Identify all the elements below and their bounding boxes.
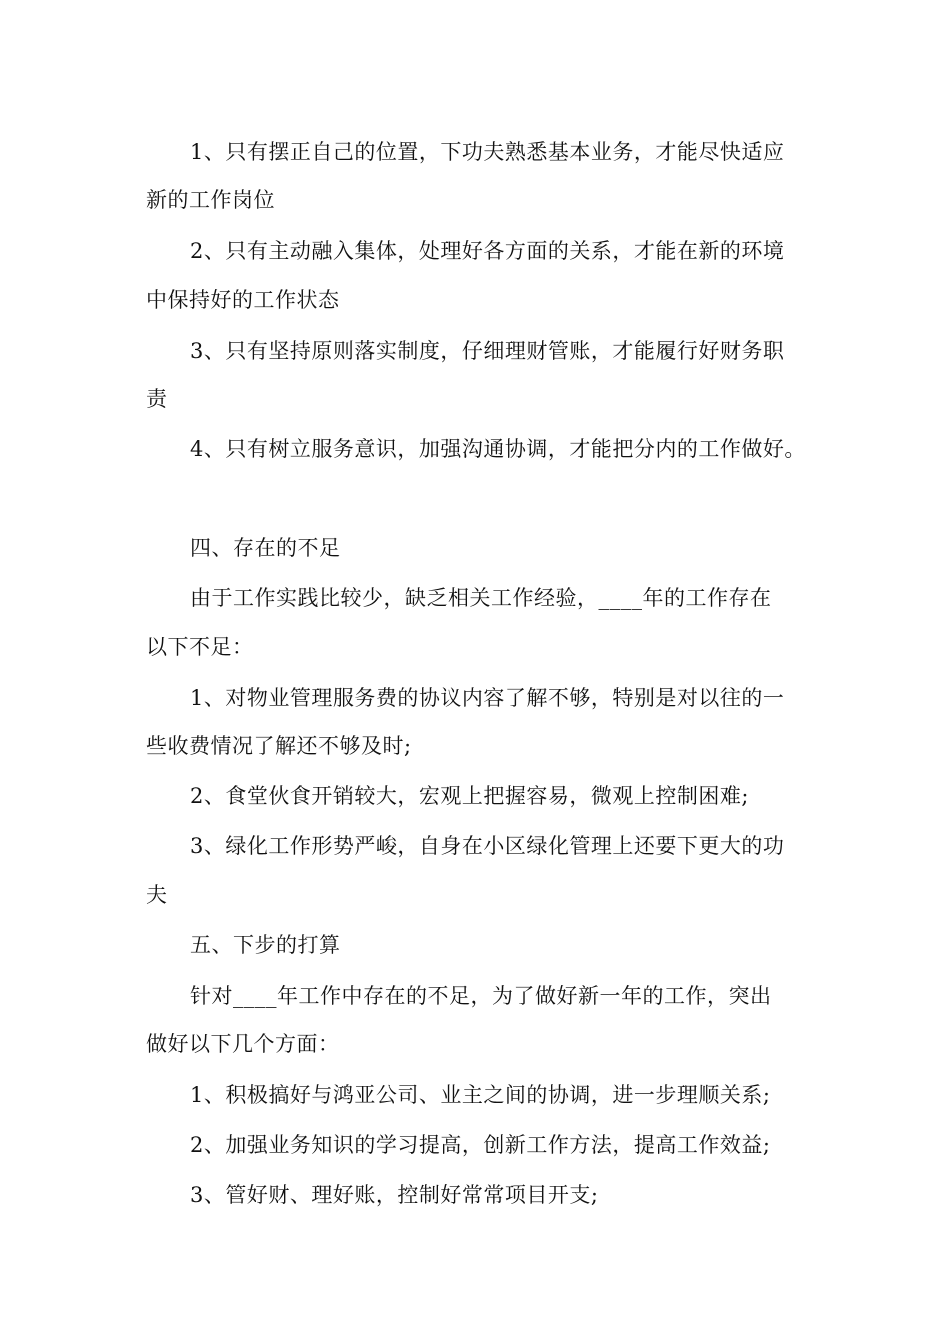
item-2-line-2: 中保持好的工作状态 — [146, 288, 340, 312]
plan-intro-line-2: 做好以下几个方面： — [146, 1032, 340, 1056]
item-3-line-1: 3、只有坚持原则落实制度，仔细理财管账，才能履行好财务职 — [190, 339, 785, 363]
item-3-line-2: 责 — [146, 387, 168, 411]
section-heading-shortcomings: 四、存在的不足 — [190, 536, 341, 560]
shortcomings-intro-line-2: 以下不足： — [146, 635, 254, 659]
item-2-line-1: 2、只有主动融入集体，处理好各方面的关系，才能在新的环境 — [190, 239, 785, 263]
shortcoming-2-line-1: 2、食堂伙食开销较大，宏观上把握容易，微观上控制困难; — [190, 784, 749, 808]
shortcoming-3-line-2: 夫 — [146, 883, 168, 907]
item-4-line-1: 4、只有树立服务意识，加强沟通协调，才能把分内的工作做好。 — [190, 437, 806, 461]
plan-2-line-1: 2、加强业务知识的学习提高，创新工作方法，提高工作效益; — [190, 1133, 771, 1157]
plan-intro-line-1: 针对____年工作中存在的不足，为了做好新一年的工作，突出 — [190, 984, 772, 1008]
item-1-line-1: 1、只有摆正自己的位置，下功夫熟悉基本业务，才能尽快适应 — [190, 140, 785, 164]
shortcoming-1-line-1: 1、对物业管理服务费的协议内容了解不够，特别是对以往的一 — [190, 686, 785, 710]
plan-1-line-1: 1、积极搞好与鸿亚公司、业主之间的协调，进一步理顺关系; — [190, 1083, 771, 1107]
shortcoming-1-line-2: 些收费情况了解还不够及时; — [146, 734, 412, 758]
plan-3-line-1: 3、管好财、理好账，控制好常常项目开支; — [190, 1183, 599, 1207]
section-heading-next-plan: 五、下步的打算 — [190, 933, 341, 957]
shortcoming-3-line-1: 3、绿化工作形势严峻，自身在小区绿化管理上还要下更大的功 — [190, 834, 785, 858]
item-1-line-2: 新的工作岗位 — [146, 188, 275, 212]
shortcomings-intro-line-1: 由于工作实践比较少，缺乏相关工作经验，____年的工作存在 — [190, 586, 772, 610]
